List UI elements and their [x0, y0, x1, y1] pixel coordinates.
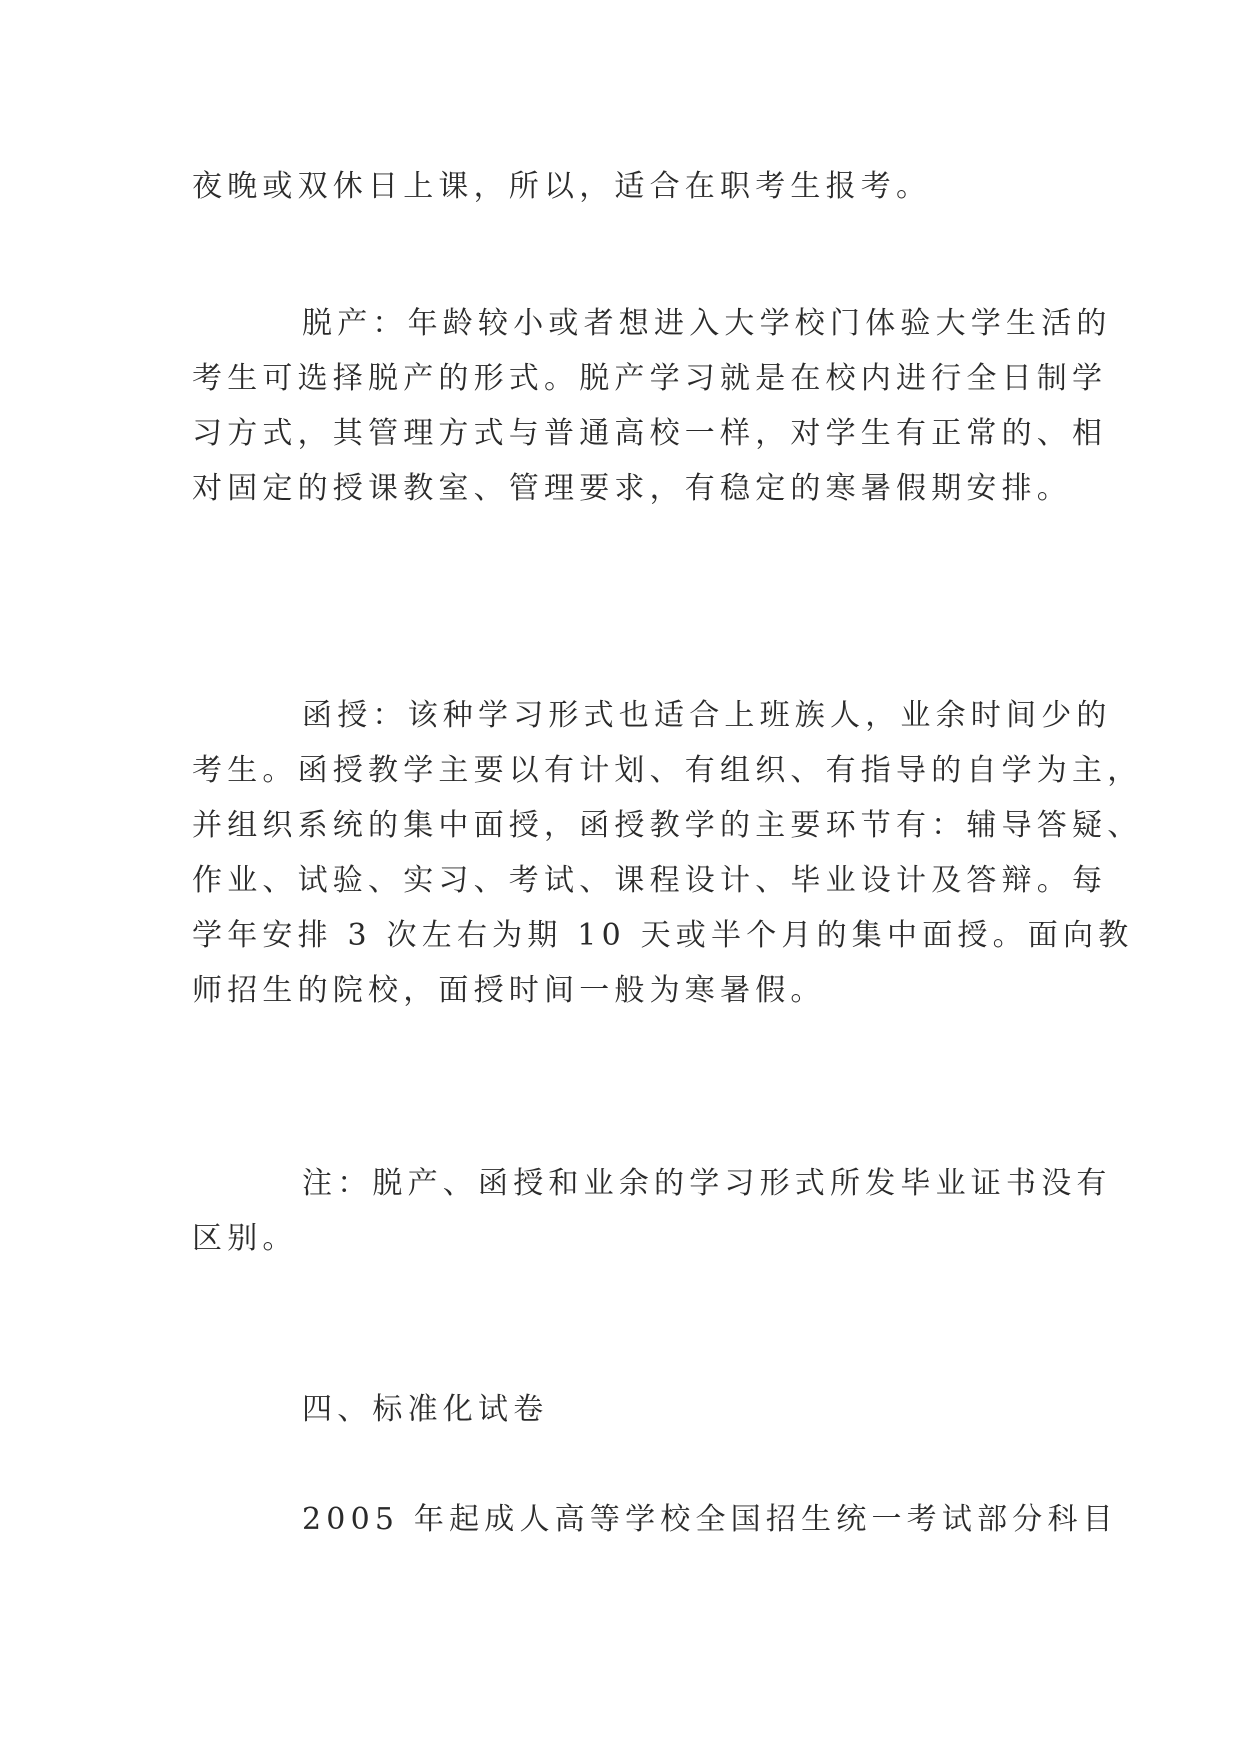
paragraph-line: 学年安排 3 次左右为期 10 天或半个月的集中面授。面向教 [192, 918, 1134, 953]
paragraph-line: 师招生的院校，面授时间一般为寒暑假。 [192, 973, 826, 1008]
paragraph-line: 习方式，其管理方式与普通高校一样，对学生有正常的、相 [192, 416, 1108, 451]
paragraph-line: 脱产：年龄较小或者想进入大学校门体验大学生活的 [302, 306, 1112, 341]
paragraph-line: 区别。 [192, 1221, 298, 1256]
paragraph-line: 函授：该种学习形式也适合上班族人，业余时间少的 [302, 698, 1112, 733]
paragraph-line: 2005 年起成人高等学校全国招生统一考试部分科目 [302, 1502, 1118, 1537]
paragraph-line: 考生可选择脱产的形式。脱产学习就是在校内进行全日制学 [192, 361, 1108, 396]
paragraph-line: 注：脱产、函授和业余的学习形式所发毕业证书没有 [302, 1166, 1112, 1201]
paragraph-line: 并组织系统的集中面授，函授教学的主要环节有：辅导答疑、 [192, 808, 1143, 843]
paragraph-line: 对固定的授课教室、管理要求，有稳定的寒暑假期安排。 [192, 471, 1072, 506]
paragraph-line: 作业、试验、实习、考试、课程设计、毕业设计及答辩。每 [192, 863, 1108, 898]
paragraph-line: 夜晚或双休日上课，所以，适合在职考生报考。 [192, 169, 932, 204]
section-heading: 四、标准化试卷 [302, 1392, 549, 1427]
paragraph-line: 考生。函授教学主要以有计划、有组织、有指导的自学为主， [192, 753, 1143, 788]
